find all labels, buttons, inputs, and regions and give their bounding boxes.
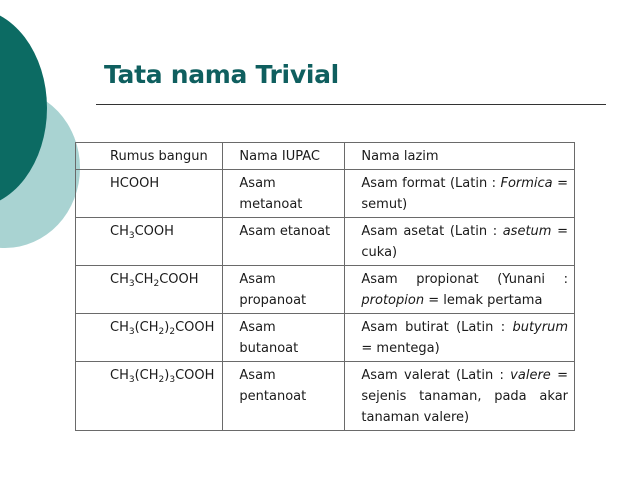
title-underline <box>96 104 606 105</box>
formula-cell: $CH_3CH_2COOH$ <box>76 266 223 314</box>
table-row <box>76 170 575 218</box>
slide-title: Tata nama Trivial <box>104 60 339 89</box>
header-common-name: Nama lazim <box>345 143 575 170</box>
common-name-cell: Asam butirat (Latin : butyrum = mentega) <box>345 314 575 362</box>
common-name-cell: Asam propionat (Yunani : protopion = lemak pertama <box>345 266 575 314</box>
table-row <box>76 266 575 314</box>
formula-cell: $CH_3(CH_2)_3COOH$ <box>76 362 223 431</box>
header-iupac: Nama IUPAC <box>223 143 345 170</box>
common-name-cell: Asam valerat (Latin : valere = sejenis tanaman, pada akar tanaman valere) <box>345 362 575 431</box>
table-header-row <box>76 143 575 170</box>
formula-cell: $CH_3(CH_2)_2COOH$ <box>76 314 223 362</box>
iupac-cell: Asam etanoat <box>223 218 345 266</box>
table-row <box>76 314 575 362</box>
table-row <box>76 362 575 431</box>
iupac-cell: Asam propanoat <box>223 266 345 314</box>
iupac-cell: Asam pentanoat <box>223 362 345 431</box>
iupac-cell: Asam butanoat <box>223 314 345 362</box>
nomenclature-table <box>75 142 575 431</box>
common-name-cell: Asam asetat (Latin : asetum = cuka) <box>345 218 575 266</box>
iupac-cell: Asam metanoat <box>223 170 345 218</box>
formula-cell: HCOOH <box>76 170 223 218</box>
table-row <box>76 218 575 266</box>
common-name-cell: Asam format (Latin : Formica = semut) <box>345 170 575 218</box>
formula-cell: $CH_3COOH$ <box>76 218 223 266</box>
header-formula: Rumus bangun <box>76 143 223 170</box>
